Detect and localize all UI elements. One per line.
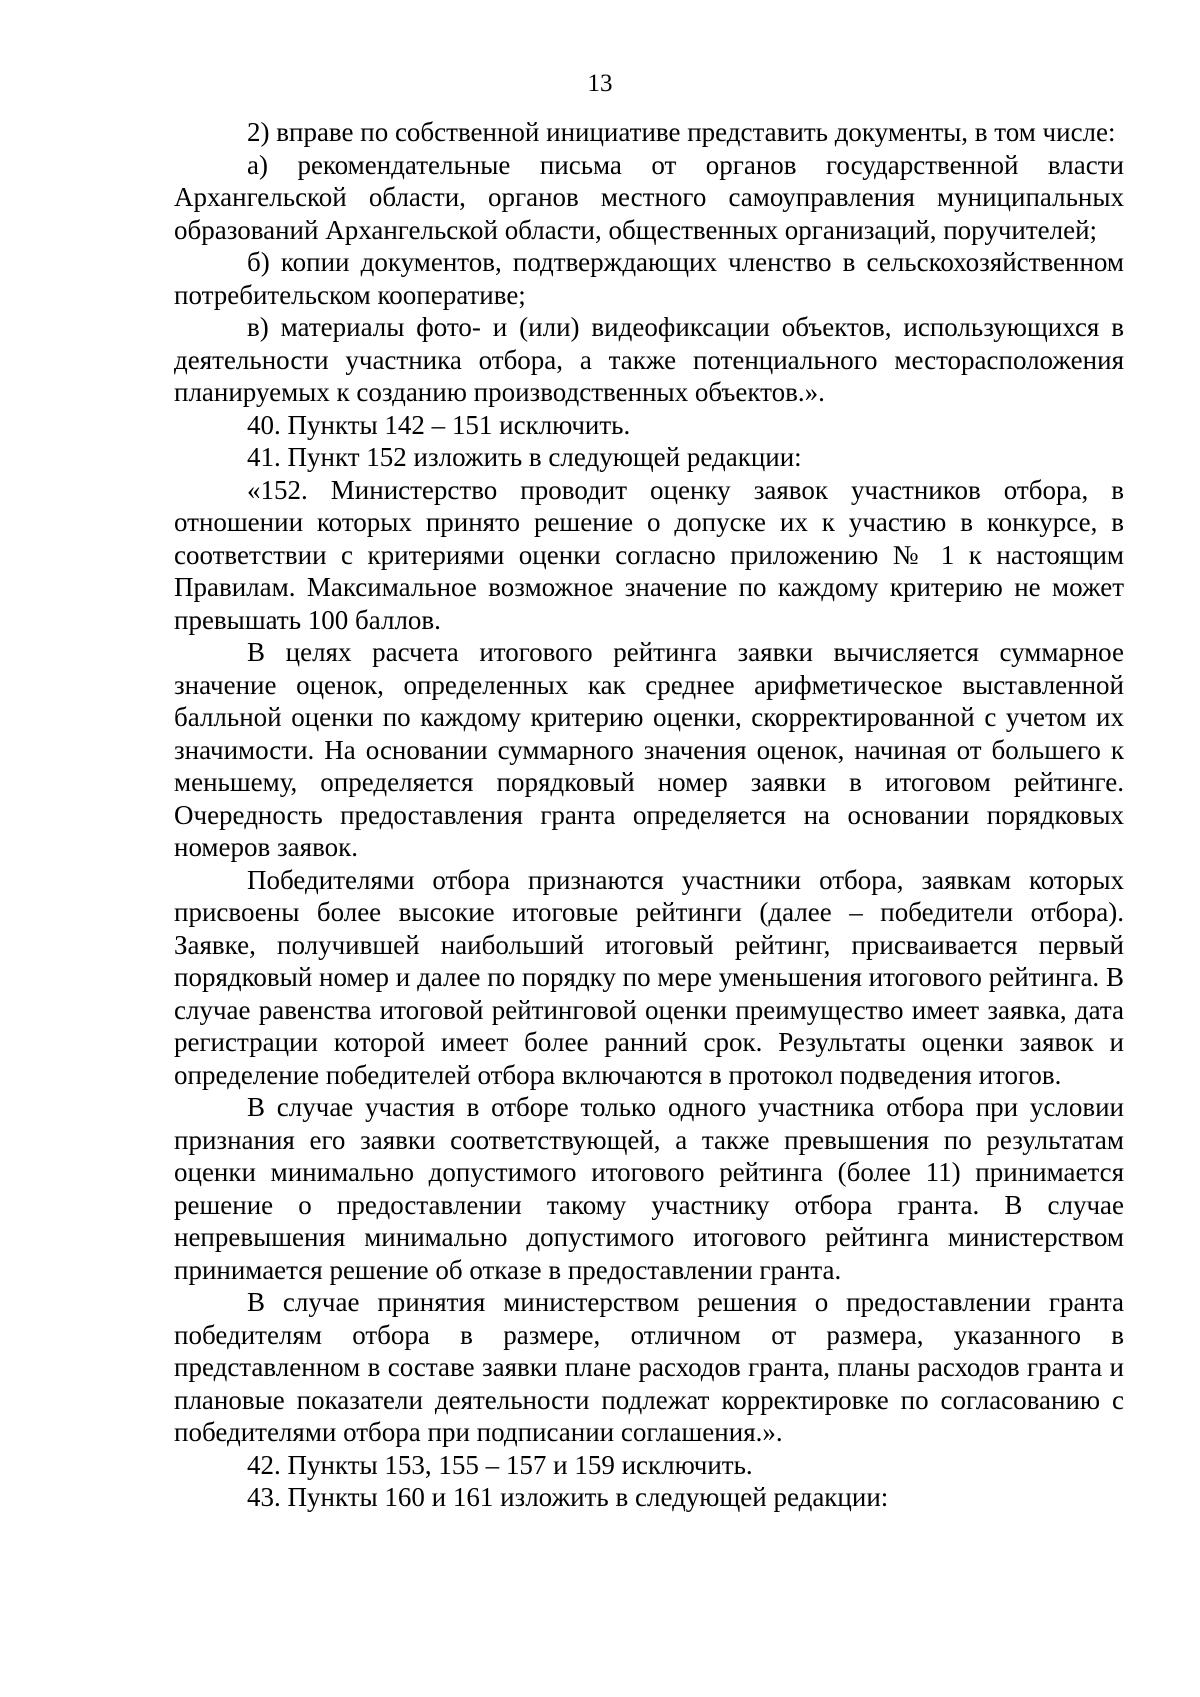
paragraph-grant-adjustment: В случае принятия министерством решения о предоставлении гранта победителям отбора в размере, отличном от размера, указанного в представленном в составе заявки плане расходов гранта, планы расходов гранта и плановые показатели деятельности подлежат корректировке по согласованию с победителями отбора при подписании соглашения.». — [174, 1287, 1124, 1447]
paragraph-item-2: 2) вправе по собственной инициативе представить документы, в том числе: — [247, 117, 1116, 147]
paragraph-rating-calculation: В целях расчета итогового рейтинга заявки вычисляется суммарное значение оценок, определенных как среднее арифметическое выставленной балльной оценки по каждому критерию оценки, скорректированной с учетом их значимости. На основании суммарного значения оценок, начиная от большего к меньшему, определяется порядковый номер заявки в итоговом рейтинге. Очередность предоставления гранта определяется на основании порядковых номеров заявок. — [174, 637, 1124, 862]
paragraph-single-participant: В случае участия в отборе только одного участника отбора при условии признания его заявки соответствующей, а также превышения по результатам оценки минимально допустимого итогового рейтинга (более 11) принимается решение о предоставлении такому участнику отбора гранта. В случае непревышения минимально допустимого итогового рейтинга министерством принимается решение об отказе в предоставлении гранта. — [174, 1092, 1124, 1285]
paragraph-point-43: 43. Пункты 160 и 161 изложить в следующей редакции: — [247, 1482, 889, 1512]
page-number: 13 — [587, 70, 613, 97]
paragraph-point-42: 42. Пункты 153, 155 – 157 и 159 исключить. — [247, 1449, 753, 1480]
paragraph-item-2b: б) копии документов, подтверждающих членство в сельскохозяйственном потребительском кооперативе; — [174, 247, 1124, 310]
document-body — [174, 116, 1124, 1514]
paragraph-point-41: 41. Пункт 152 изложить в следующей редакции: — [247, 442, 802, 472]
paragraph-item-2a: а) рекомендательные письма от органов государственной власти Архангельской области, органов местного самоуправления муниципальных образований Архангельской области, общественных организаций, поручителей; — [174, 149, 1124, 245]
paragraph-clause-152: «152. Министерство проводит оценку заявок участников отбора, в отношении которых принято решение о допуске их к участию в конкурсе, в соответствии с критериями оценки согласно приложению № 1 к настоящим Правилам. Максимальное возможное значение по каждому критерию не может превышать 100 баллов. — [174, 474, 1124, 635]
paragraph-item-2c: в) материалы фото- и (или) видеофиксации объектов, использующихся в деятельности участника отбора, а также потенциального месторасположения планируемых к созданию производственных объектов.». — [174, 312, 1124, 407]
paragraph-point-40: 40. Пункты 142 – 151 исключить. — [247, 409, 631, 440]
paragraph-winners: Победителями отбора признаются участники отбора, заявкам которых присвоены более высокие итоговые рейтинги (далее – победители отбора). Заявке, получившей наибольший итоговый рейтинг, присваивается первый порядковый номер и далее по порядку по мере уменьшения итогового рейтинга. В случае равенства итоговой рейтинговой оценки преимущество имеет заявка, дата регистрации которой имеет более ранний срок. Результаты оценки заявок и определение победителей отбора включаются в протокол подведения итогов. — [174, 864, 1124, 1090]
